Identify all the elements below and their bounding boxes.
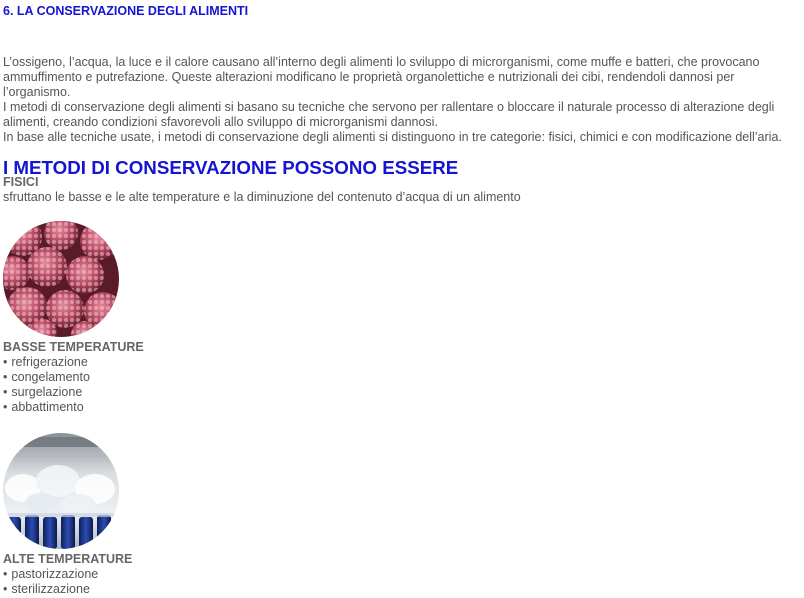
high-temperatures-list [3,567,801,597]
list-item: • abbattimento [3,400,801,415]
intro-text [3,55,801,145]
list-item: • refrigerazione [3,355,801,370]
page-content [3,4,801,597]
intro-paragraph-3: In base alle tecniche usate, i metodi di conservazione degli alimenti si distinguono in tre categorie: fisici, chimici e con modificazione dell’aria. [3,130,782,144]
high-temperatures-title: ALTE TEMPERATURE [3,552,133,566]
intro-paragraph-2: I metodi di conservazione degli alimenti si basano su tecniche che servono per rallentare o bloccare il naturale processo di alterazione degli alimenti, creando condizioni sfavorevoli allo sviluppo di microrganismi dannosi. [3,100,775,129]
frozen-raspberries-photo [3,221,119,337]
raspberries-illustration [3,221,119,337]
list-item: • pastorizzazione [3,567,801,582]
category-label: FISICI [3,175,39,189]
category-description: sfruttano le basse e le alte temperature e la diminuzione del contenuto d’acqua di un alimento [3,190,521,204]
intro-paragraph-1: L’ossigeno, l’acqua, la luce e il calore causano all’interno degli alimenti lo sviluppo di microrganismi, come muffe e batteri, che provocano ammuffimento e putrefazione. Queste alterazioni modificano le proprietà organolettiche e nutrizionali dei cibi, rendendoli dannosi per l’organismo. [3,55,760,99]
methods-heading: I METODI DI CONSERVAZIONE POSSONO ESSERE [3,157,459,178]
low-temperatures-list [3,355,801,415]
low-temperatures-title: BASSE TEMPERATURE [3,340,144,354]
page-title: 6. LA CONSERVAZIONE DEGLI ALIMENTI [3,4,249,18]
list-item: • sterilizzazione [3,582,801,597]
sterilization-bottles-photo [3,433,119,549]
bottles-illustration [3,433,119,549]
list-item: • surgelazione [3,385,801,400]
list-item: • congelamento [3,370,801,385]
